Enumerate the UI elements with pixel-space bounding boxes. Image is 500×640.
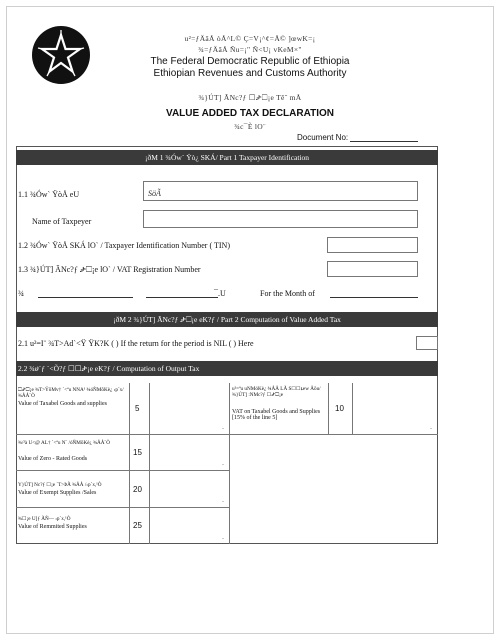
vat-registration-field[interactable]	[327, 261, 418, 277]
tin-label: 1.2 ¾Ów` ŸòÅ SKÁ lO` / Taxpayer Identification Number ( TIN)	[18, 241, 230, 250]
tin-field[interactable]	[327, 237, 418, 253]
taxpayer-name-value: SöÃ	[148, 189, 161, 198]
vat-registration-label: 1.3 ¾}ÚT] ÃNc?ƒ ታ☐¡e lO` / VAT Registration Number	[18, 265, 201, 274]
period-field-1[interactable]	[38, 297, 133, 298]
nil-return-checkbox[interactable]	[416, 336, 438, 350]
form-title: VALUE ADDED TAX DECLARATION	[166, 108, 334, 119]
header-amharic-title: ¾}ÚT] ÃNc?ƒ ☐ታ☐¡e Têˆ mÅ	[198, 93, 302, 102]
taxpayer-name-label: Name of Taxpeyer	[32, 217, 92, 226]
taxable-goods-line-number: 5	[135, 404, 140, 413]
taxpayer-name-amharic-label: 1.1 ¾Ów` ŸòÅ eU	[18, 190, 80, 199]
remitted-supplies-value-field[interactable]	[150, 508, 228, 543]
taxable-goods-amharic: ☐ታ☐¡e ¾T>ŸõMv† `<ªu NNA¹ ¾óÑMõKè¿ ›p`x/ ¾ÅÅ¨Ò	[18, 387, 124, 399]
zero-rated-amharic: ¾/²à U<@ AL† `<ªu N¨ /óÑMõKè¿ ¾ÅÅ¨Ò	[18, 440, 110, 446]
part1-header: ¡ðM 1 ¾Ów` Ÿò¿ SKÁ/ Part 1 Taxpayer Identification	[16, 150, 438, 165]
taxable-goods-value-field[interactable]	[150, 384, 228, 433]
vat-taxable-value-field[interactable]	[353, 384, 437, 433]
part2-header: ¡ðM 2 ¾}ÚT] ÃNc?ƒ ታ☐¡e eK?ƒ / Part 2 Computation of Value Added Tax	[16, 312, 438, 327]
vat-taxable-label: VAT on Taxabel Goods and Supplies [15% of the line 5]	[232, 409, 321, 421]
month-label: For the Month of	[260, 289, 315, 298]
period-mid-text: ¯.U	[214, 289, 226, 298]
zero-rated-label: Value of Zero - Rated Goods	[18, 456, 88, 462]
header-authority: Ethiopian Revenues and Customs Authority	[153, 68, 347, 79]
exempt-supplies-label: Value of Exempt Supplies /Sales	[18, 490, 97, 496]
header-amharic-line2: ¾=ƒÄãÅ Ñu=¡" Ñ<U¡ vKeM×"	[198, 45, 302, 54]
output-tax-header: 2.2 ¾ሀ`ƒ `<Õ?ƒ ☐☐ታ¡e eK?ƒ / Computation of Output Tax	[16, 361, 438, 376]
zero-rated-value-field[interactable]	[150, 435, 228, 469]
taxpayer-name-field[interactable]	[143, 210, 418, 228]
vat-taxable-line-number: 10	[335, 404, 344, 413]
zero-rated-line-number: 15	[133, 448, 142, 457]
taxable-goods-label: Value of Taxabel Goods and supplies	[18, 401, 107, 407]
remitted-supplies-label: Value of Remmited Supplies	[18, 524, 87, 530]
header-amharic-docno: ¾c¯È lO¨	[234, 122, 266, 131]
header-amharic-line1: u²=ƒÄãÅ òÅ^L© Ç=V¡^¢=Å© ]œwK=¡	[184, 34, 316, 43]
exempt-supplies-value-field[interactable]	[150, 471, 228, 506]
remitted-supplies-amharic: ¾☐¡e U]ƒ ÃÑ— ›p`x,¹Ò	[18, 516, 71, 522]
month-field[interactable]	[330, 297, 418, 298]
document-number-field[interactable]	[350, 141, 418, 142]
vat-taxable-amharic: u²=ªu uNMóKè¿ ¾ÅÅ LÃ S☐☐ኒew Åõu/ ¾}ÚT] :NMc?ƒ ☐ታ☐¡e	[232, 386, 321, 398]
taxpayer-name-field-amharic[interactable]	[143, 181, 418, 201]
remitted-supplies-line-number: 25	[133, 521, 142, 530]
nil-return-label: 2.1 u²=I¨ ¾T>Ad`<Ÿ ŸK?K ( ) If the return for the period is NIL ( ) Here	[18, 339, 254, 348]
header-country: The Federal Democratic Republic of Ethiopia	[150, 56, 350, 67]
exempt-supplies-line-number: 20	[133, 485, 142, 494]
exempt-supplies-amharic: Y}ÚT] Nc?ƒ ☐¡e `T>ÞÃ ¾ÅÅ /›p`x,¹Ò	[18, 482, 102, 488]
period-prefix: ¾	[18, 289, 24, 298]
period-field-2[interactable]	[146, 297, 218, 298]
document-number-label: Document No:	[297, 133, 349, 142]
